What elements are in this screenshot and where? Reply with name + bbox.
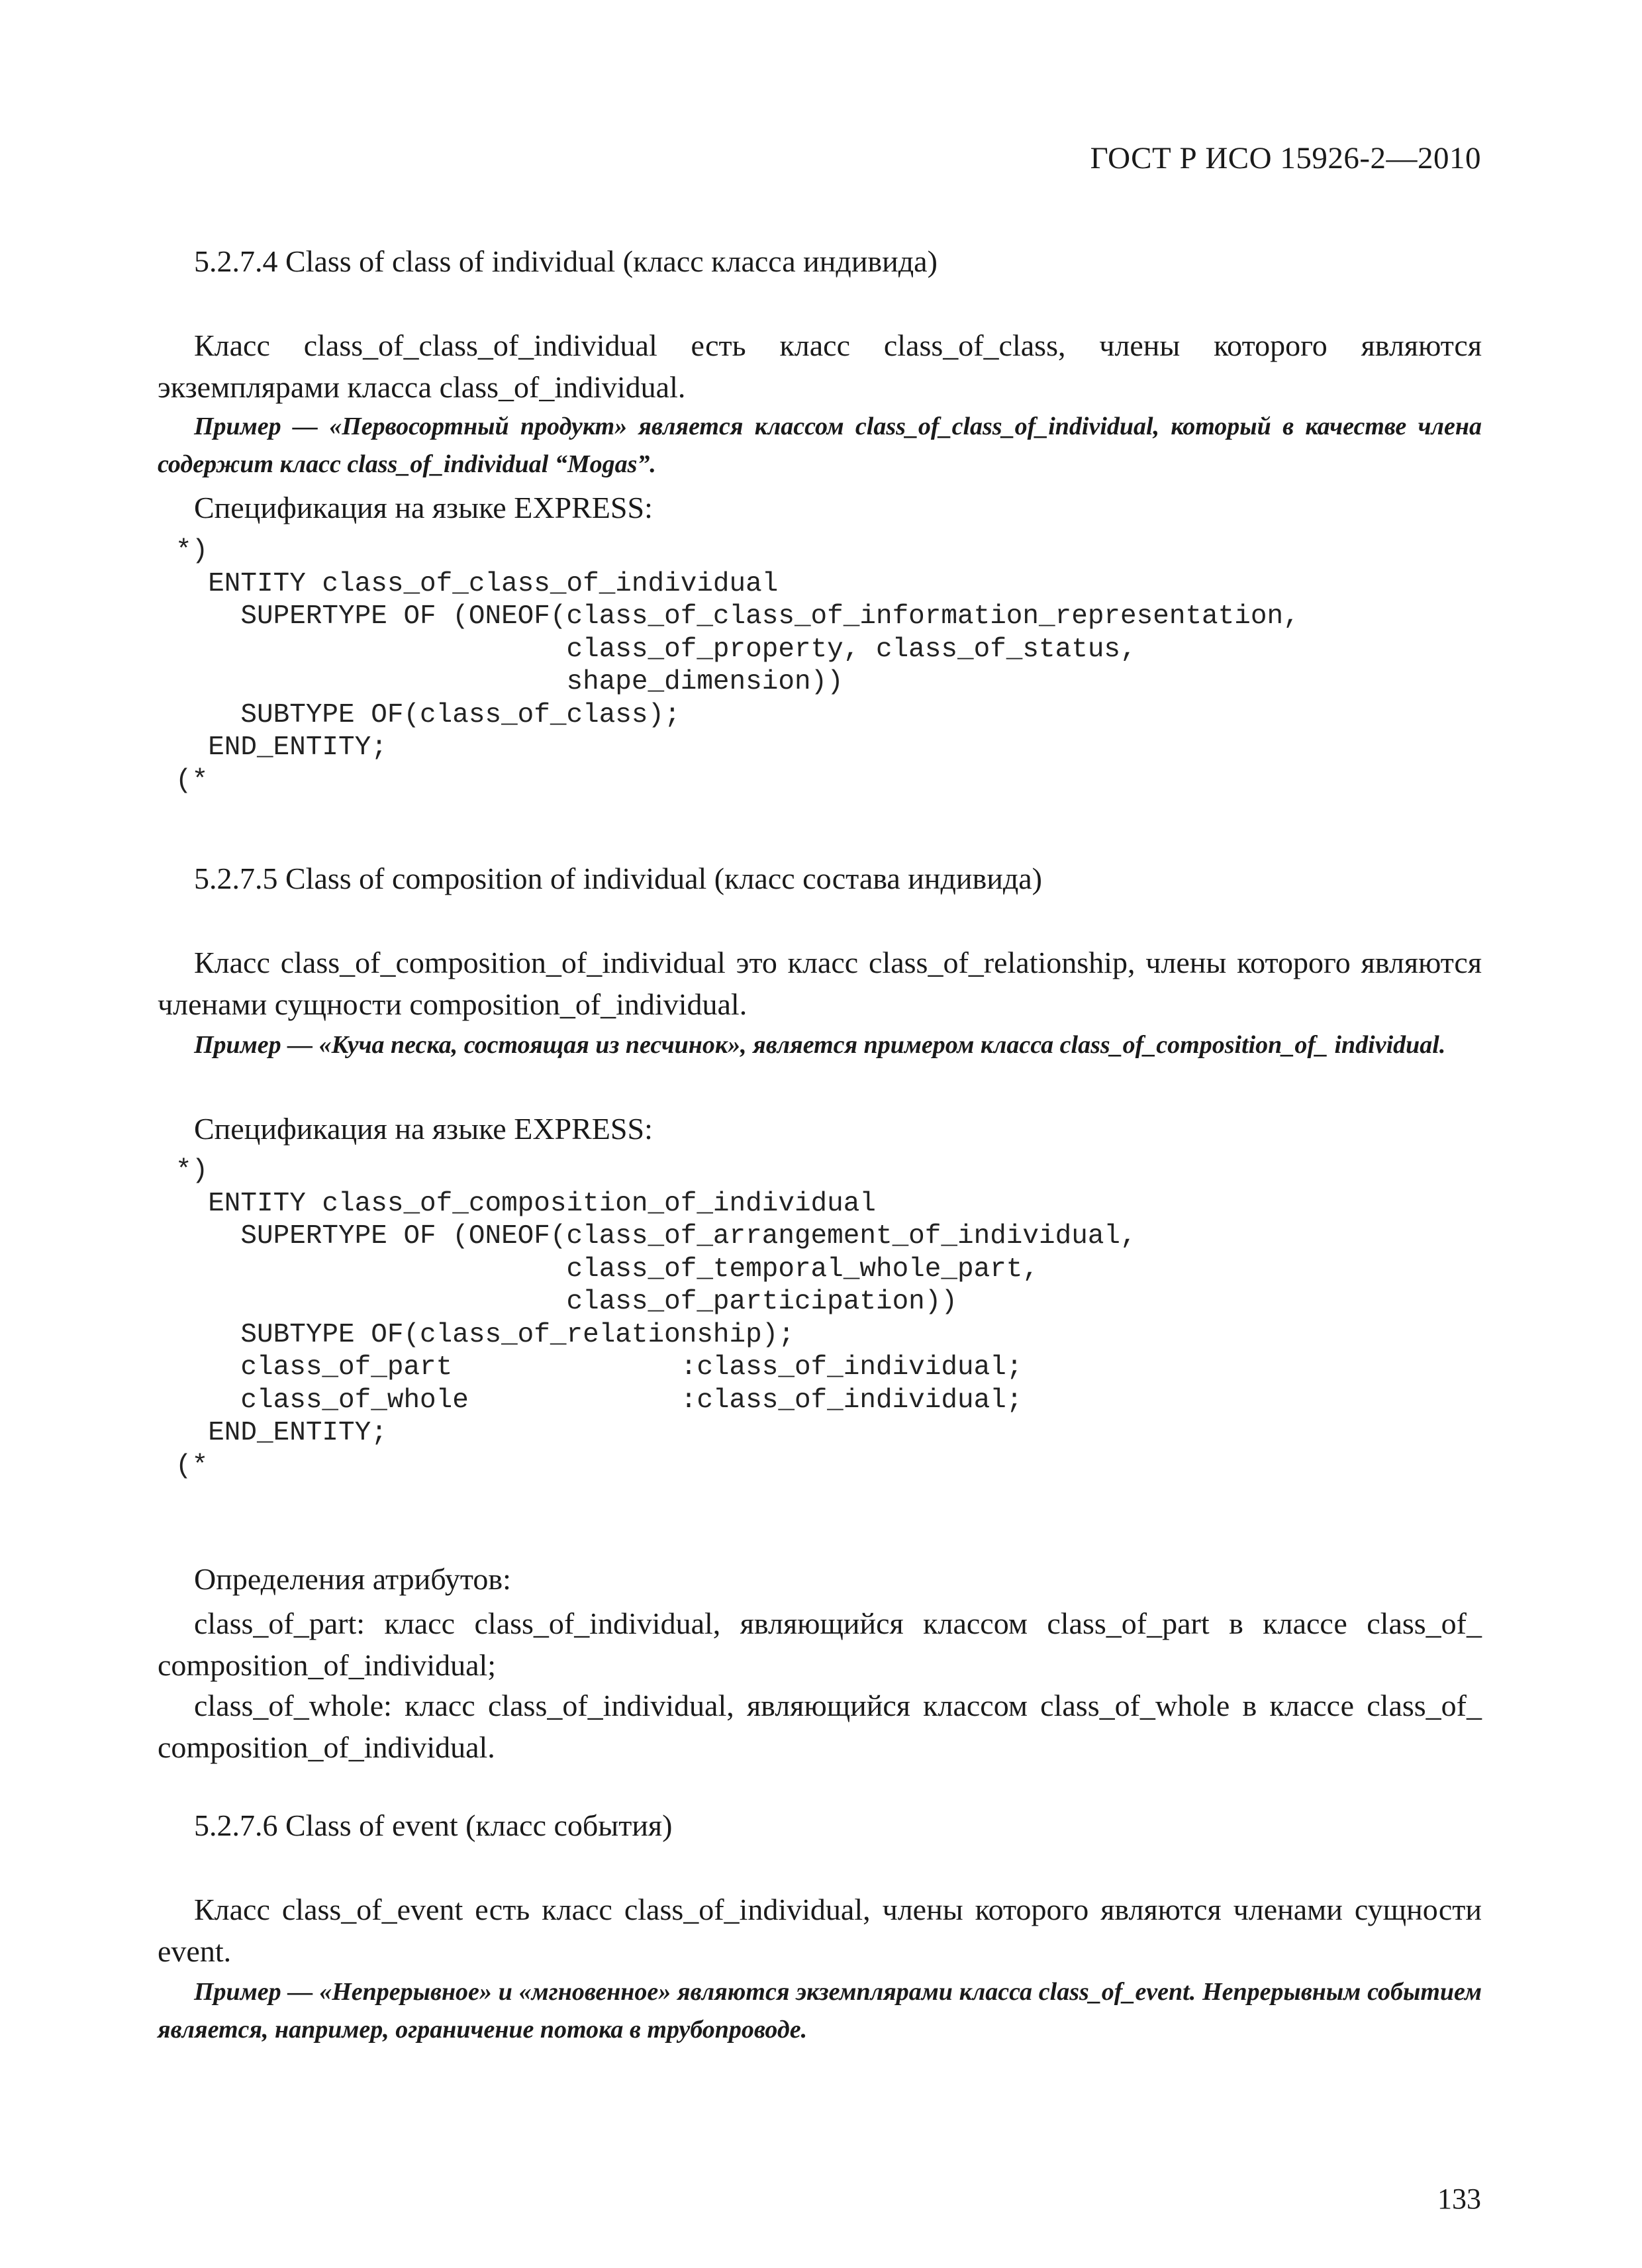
document-header: ГОСТ Р ИСО 15926-2—2010 (1090, 141, 1481, 175)
code-line: SUBTYPE OF(class_of_class); (175, 699, 681, 730)
section-paragraph (158, 942, 1482, 1025)
code-line: class_of_participation)) (175, 1287, 957, 1317)
code-line: (* (175, 765, 209, 796)
code-line: ENTITY class_of_composition_of_individual (175, 1188, 876, 1219)
paragraph-text: Класс class_of_event есть класс class_of_individual, члены которого являются членами сущности event. (158, 1893, 1482, 1968)
section-paragraph (158, 1889, 1482, 1972)
code-line: class_of_property, class_of_status, (175, 634, 1137, 665)
section-heading: 5.2.7.6 Class of event (класс события) (194, 1808, 673, 1842)
example-text: Пример — «Непрерывное» и «мгновенное» являются экземплярами класса class_of_event. Непрерывным событием является, например, ограничение потока в трубопроводе. (158, 1978, 1482, 2044)
example-text: Пример — «Первосортный продукт» является классом class_of_class_of_individual, который в качестве члена содержит класс class_of_individual “Mogas”. (158, 413, 1482, 478)
express-code-block (175, 1155, 1137, 1483)
code-line: ENTITY class_of_class_of_individual (175, 568, 779, 599)
spec-label: Спецификация на языке EXPRESS: (194, 1112, 653, 1146)
code-line: SUPERTYPE OF (ONEOF(class_of_arrangement_of_individual, (175, 1221, 1137, 1252)
example-text: Пример — «Куча песка, состоящая из песчинок», является примером класса class_of_composition_of_ individual. (194, 1031, 1446, 1059)
express-code-block (175, 535, 1300, 797)
example-note (158, 1026, 1482, 1064)
code-line: shape_dimension)) (175, 667, 844, 697)
code-line: class_of_temporal_whole_part, (175, 1254, 1039, 1285)
definition-text: class_of_part: класс class_of_individual, являющийся классом class_of_part в классе class_of_ composition_of_individual; (158, 1606, 1482, 1682)
code-line: class_of_whole :class_of_individual; (175, 1385, 1023, 1416)
paragraph-text: Класс class_of_composition_of_individual это класс class_of_relationship, члены которого являются членами сущности composition_of_individual. (158, 946, 1482, 1021)
code-line: class_of_part :class_of_individual; (175, 1352, 1023, 1383)
attribute-definition (158, 1685, 1482, 1768)
attribute-definitions-title: Определения атрибутов: (194, 1562, 511, 1596)
example-note (158, 408, 1482, 483)
attribute-definition (158, 1602, 1482, 1686)
code-line: *) (175, 1156, 209, 1186)
code-line: SUBTYPE OF(class_of_relationship); (175, 1319, 795, 1350)
paragraph-text: Класс class_of_class_of_individual есть класс class_of_class, члены которого являются экземплярами класса class_of_individual. (158, 328, 1482, 404)
definition-text: class_of_whole: класс class_of_individual, являющийся классом class_of_whole в классе class_of_ composition_of_individual. (158, 1689, 1482, 1764)
code-line: END_ENTITY; (175, 732, 387, 763)
code-line: (* (175, 1450, 209, 1481)
section-heading: 5.2.7.4 Class of class of individual (класс класса индивида) (194, 244, 938, 278)
page-number: 133 (1437, 2183, 1481, 2215)
example-note (158, 1973, 1482, 2049)
section-heading: 5.2.7.5 Class of composition of individual (класс состава индивида) (194, 862, 1042, 895)
code-line: END_ENTITY; (175, 1418, 387, 1448)
spec-label: Спецификация на языке EXPRESS: (194, 491, 653, 524)
code-line: *) (175, 536, 209, 566)
section-paragraph (158, 324, 1482, 408)
code-line: SUPERTYPE OF (ONEOF(class_of_class_of_information_representation, (175, 601, 1300, 632)
